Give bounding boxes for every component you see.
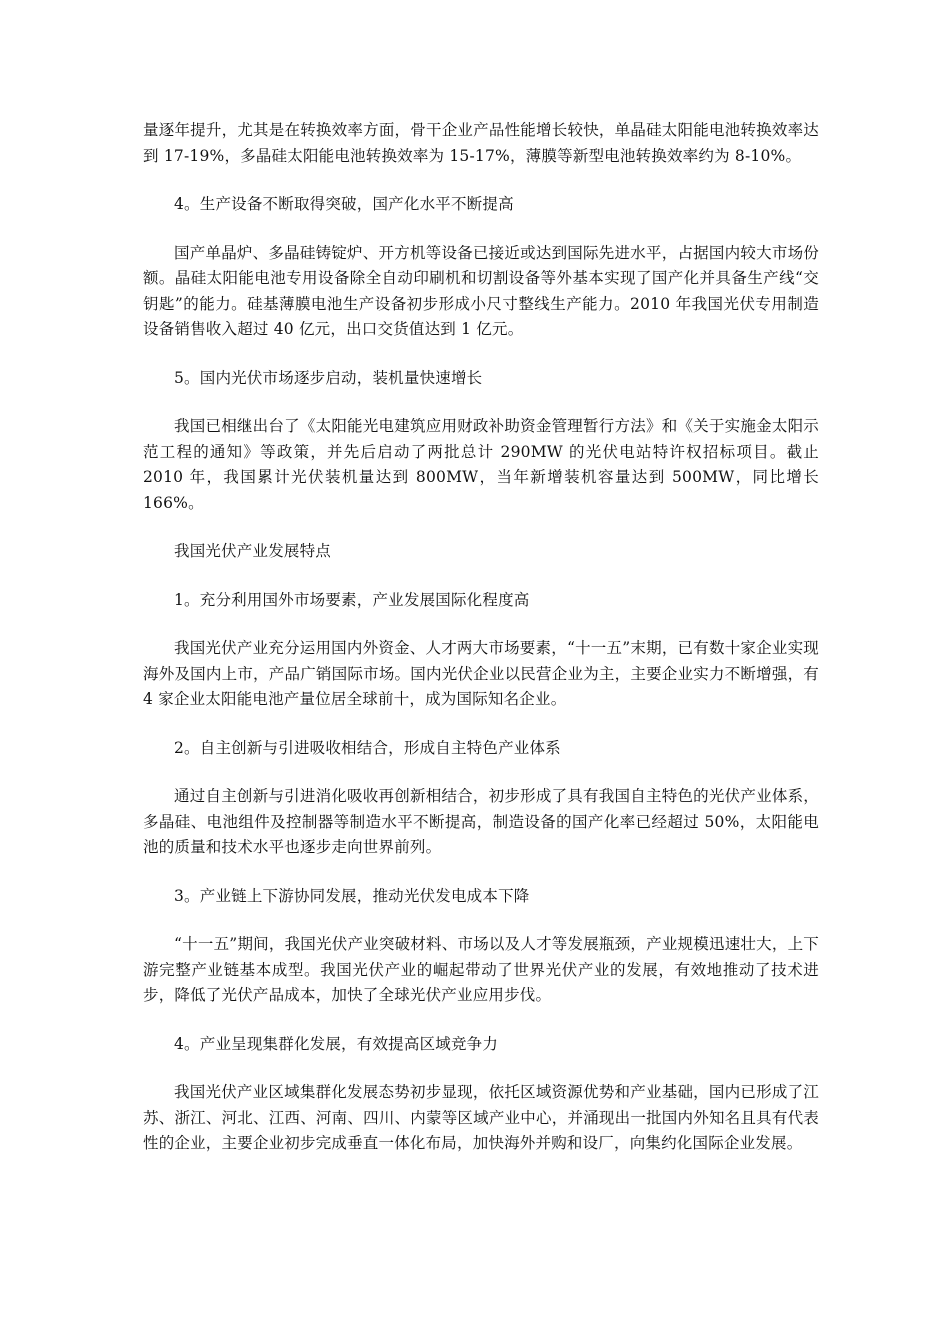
heading-innovation: 2。自主创新与引进吸收相结合，形成自主特色产业体系 [174, 738, 561, 757]
heading-industry-chain: 3。产业链上下游协同发展，推动光伏发电成本下降 [174, 886, 530, 905]
paragraph-innovation: 通过自主创新与引进消化吸收再创新相结合，初步形成了具有我国自主特色的光伏产业体系，多晶硅、电池组件及控制器等制造水平不断提高，制造设备的国产化率已经超过 50%，太阳能电池的质量和技术水平也逐步走向世界前列。 [143, 787, 819, 856]
heading-clustering: 4。产业呈现集群化发展，有效提高区域竞争力 [174, 1034, 499, 1053]
heading-industry-characteristics: 我国光伏产业发展特点 [174, 542, 332, 560]
paragraph-international: 我国光伏产业充分运用国内外资金、人才两大市场要素，“十一五”末期，已有数十家企业实现海外及国内上市，产品广销国际市场。国内光伏企业以民营企业为主，主要企业实力不断增强，有 4 家企业太阳能电池产量位居全球前十，成为国际知名企业。 [143, 639, 819, 708]
paragraph-equipment: 国产单晶炉、多晶硅铸锭炉、开方机等设备已接近或达到国际先进水平，占据国内较大市场份额。晶硅太阳能电池专用设备除全自动印刷机和切割设备等外基本实现了国产化并具备生产线“交钥匙”的能力。硅基薄膜电池生产设备初步形成小尺寸整线生产能力。2010 年我国光伏专用制造设备销售收入超过 40 亿元，出口交货值达到 1 亿元。 [143, 243, 819, 338]
document-body [143, 118, 819, 1180]
paragraph-domestic-market: 我国已相继出台了《太阳能光电建筑应用财政补助资金管理暂行方法》和《关于实施金太阳示范工程的通知》等政策，并先后启动了两批总计 290MW 的光伏电站特许权招标项目。截止 2010 年，我国累计光伏装机量达到 800MW，当年新增装机容量达到 500MW，同比增长 166%。 [143, 417, 819, 512]
heading-international: 1。充分利用国外市场要素，产业发展国际化程度高 [174, 590, 530, 609]
paragraph-efficiency-continued: 量逐年提升，尤其是在转换效率方面，骨干企业产品性能增长较快，单晶硅太阳能电池转换效率达到 17-19%，多晶硅太阳能电池转换效率为 15-17%，薄膜等新型电池转换效率约为 8-10%。 [143, 121, 819, 165]
heading-domestic-market: 5。国内光伏市场逐步启动，装机量快速增长 [174, 368, 483, 387]
paragraph-industry-chain: “十一五”期间，我国光伏产业突破材料、市场以及人才等发展瓶颈，产业规模迅速壮大，上下游完整产业链基本成型。我国光伏产业的崛起带动了世界光伏产业的发展，有效地推动了技术进步，降低了光伏产品成本，加快了全球光伏产业应用步伐。 [143, 935, 819, 1004]
paragraph-clustering: 我国光伏产业区域集群化发展态势初步显现，依托区域资源优势和产业基础，国内已形成了江苏、浙江、河北、江西、河南、四川、内蒙等区域产业中心，并涌现出一批国内外知名且具有代表性的企业，主要企业初步完成垂直一体化布局，加快海外并购和设厂，向集约化国际企业发展。 [143, 1083, 819, 1152]
heading-equipment-breakthrough: 4。生产设备不断取得突破，国产化水平不断提高 [174, 195, 514, 213]
